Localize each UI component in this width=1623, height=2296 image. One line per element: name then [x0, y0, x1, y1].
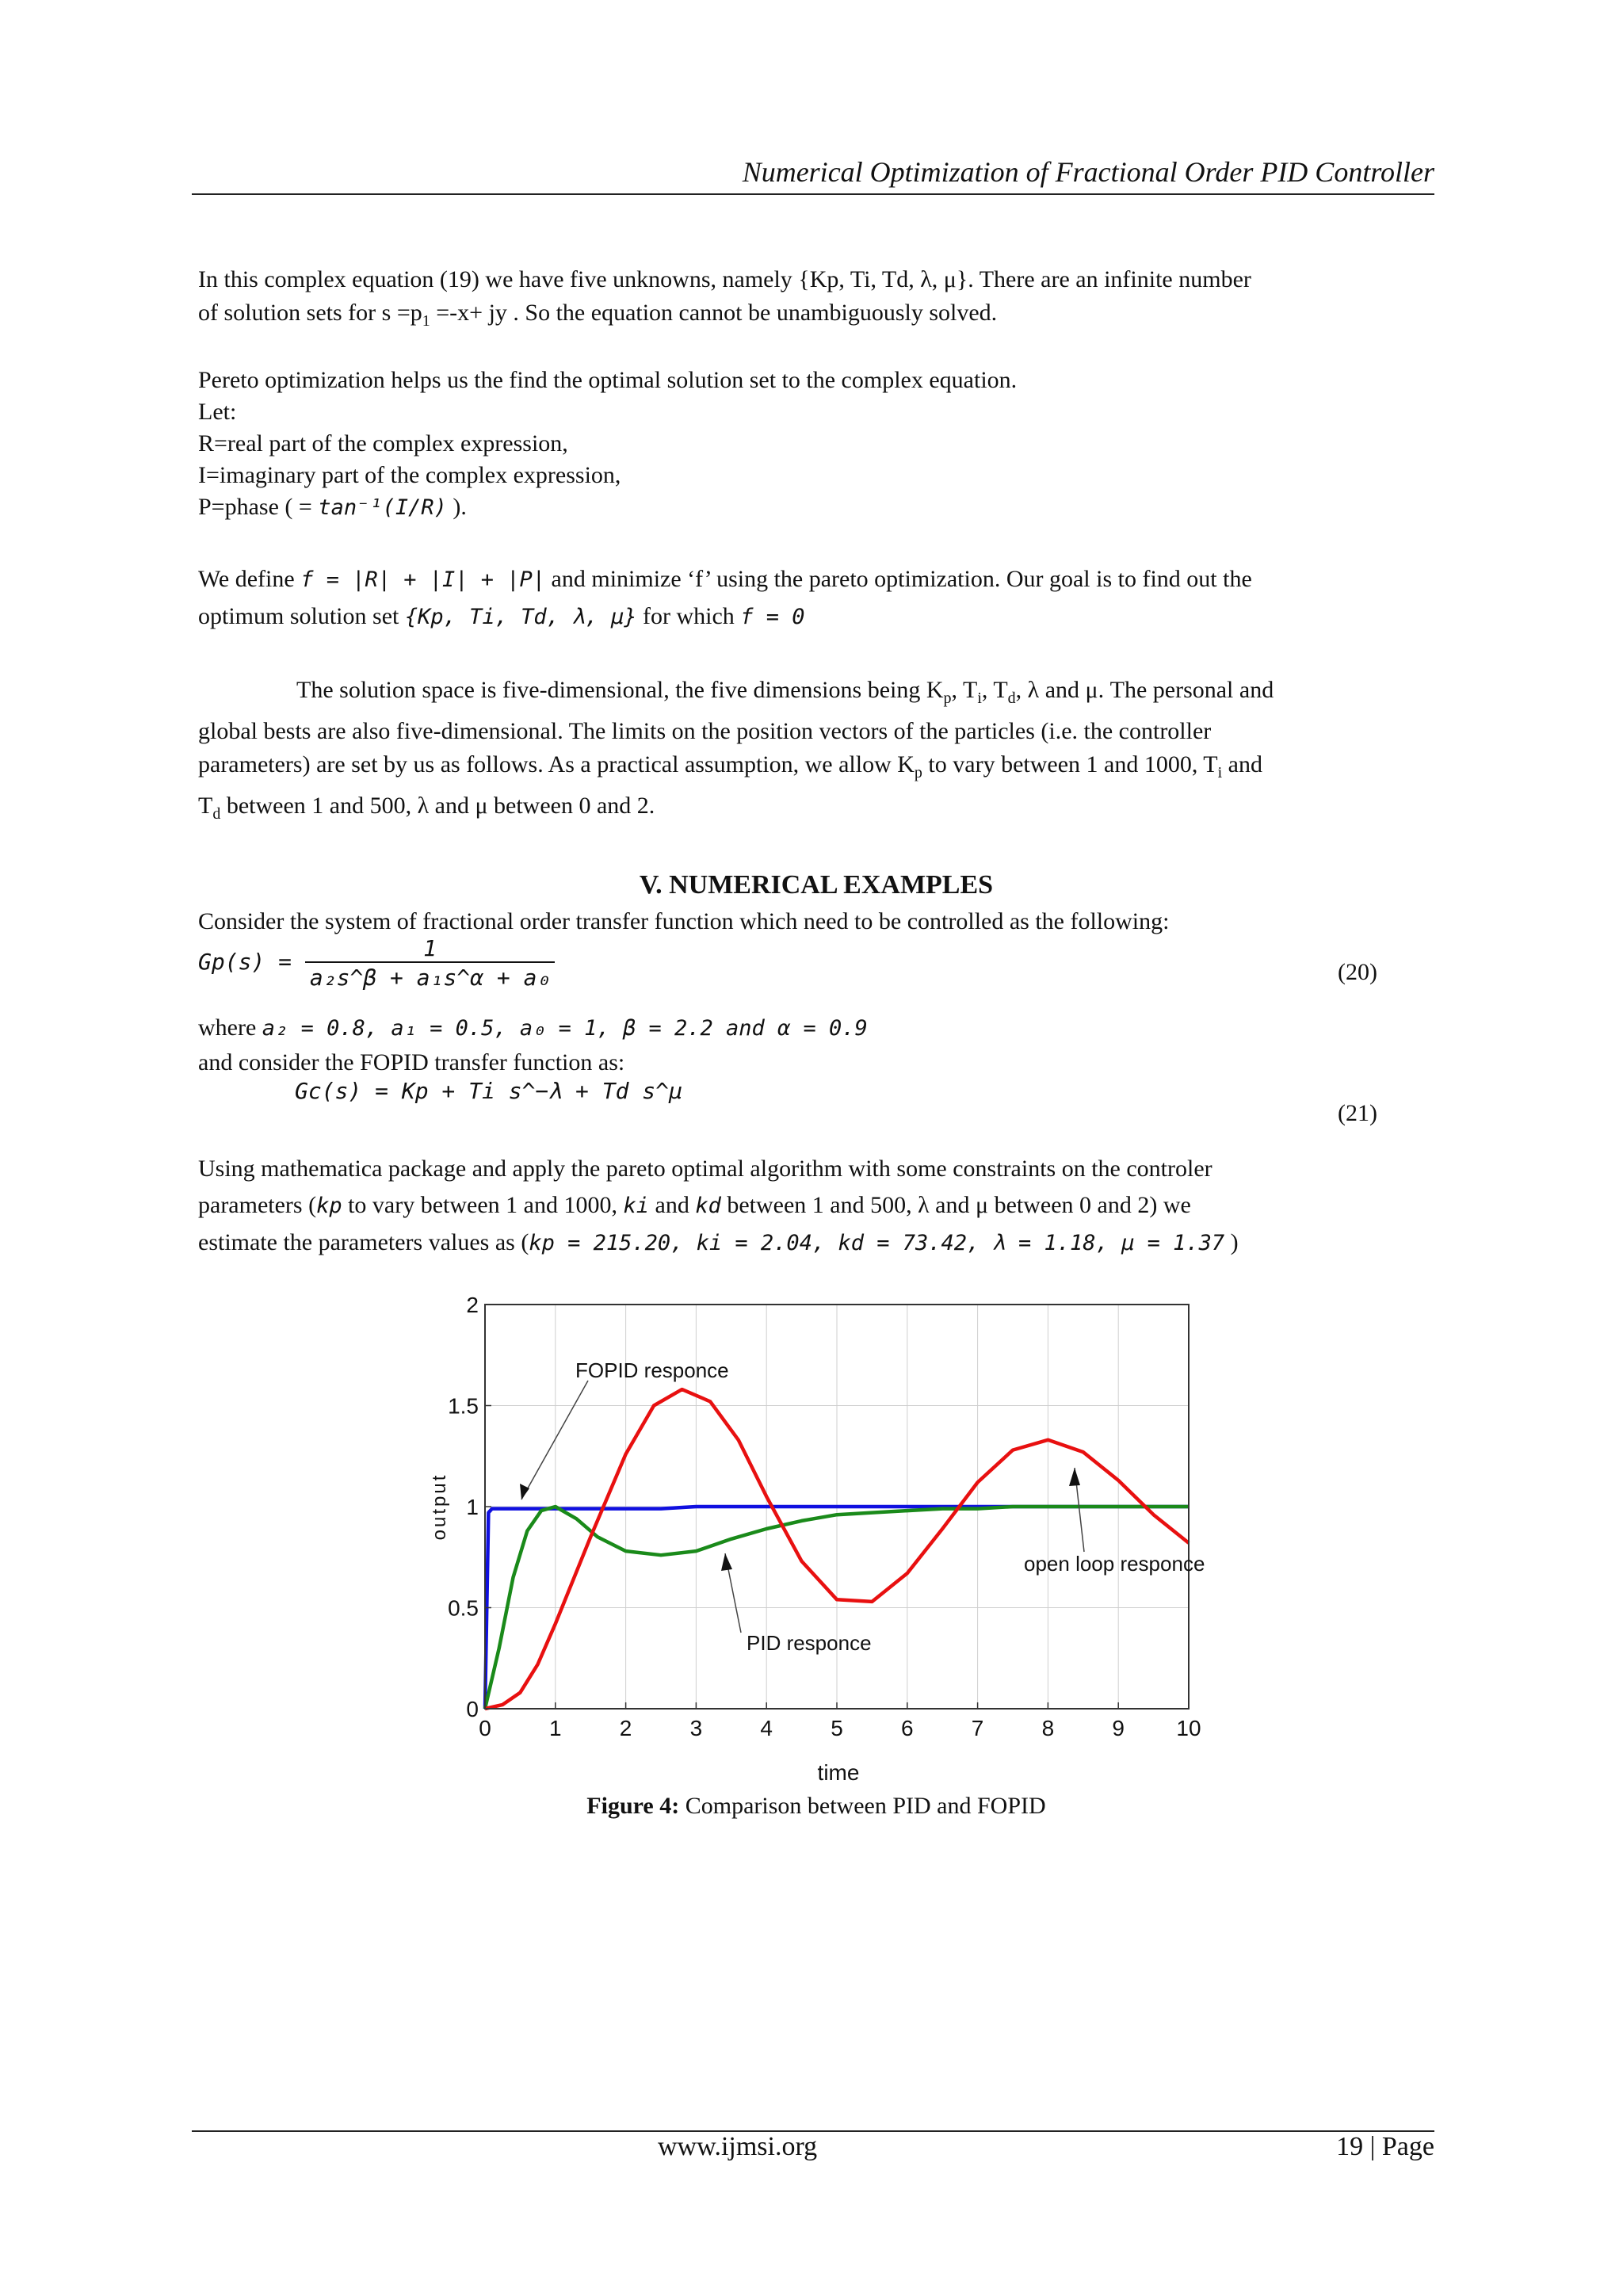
y-tick-label: 0.5 [448, 1595, 479, 1621]
subscript: 1 [422, 312, 430, 330]
text-span: estimate the parameters values as ( [198, 1229, 529, 1255]
paragraph-pareto [198, 365, 1434, 524]
x-axis-label: time [817, 1760, 860, 1785]
paragraph-line: Let: [198, 399, 237, 425]
text-span: , T [981, 677, 1008, 703]
subscript: d [212, 805, 221, 823]
inline-math: a₂ = 0.8, a₁ = 0.5, a₀ = 1, β = 2.2 and α = 0.9 [262, 1016, 868, 1041]
text-span: =-x+ jy . So the equation cannot be unambiguously solved. [430, 300, 998, 326]
paragraph-unknowns [198, 263, 1434, 338]
y-tick-label: 0 [466, 1697, 479, 1721]
paragraph-line [198, 598, 1434, 636]
text-span: The solution space is five-dimensional, the five dimensions being K [296, 677, 944, 703]
paragraph-line: I=imaginary part of the complex expression, [198, 462, 621, 488]
subscript: d [1007, 690, 1016, 707]
x-tick-label: 6 [901, 1716, 914, 1740]
text-span: to vary between 1 and 1000, [342, 1192, 624, 1218]
paragraph-estimate [198, 1151, 1434, 1262]
inline-math: f = 0 [740, 605, 805, 629]
text-span: between 1 and 500, λ and μ between 0 and 2) we [720, 1192, 1191, 1218]
running-header: Numerical Optimization of Fractional Order PID Controller [742, 156, 1434, 188]
equation-gc: Gc(s) = Kp + Ti s^−λ + Td s^μ [295, 1078, 682, 1104]
paragraph-consider: and consider the FOPID transfer function as: [198, 1049, 625, 1075]
footer-page-number: 19 | Page [1336, 2132, 1434, 2161]
annotation-pid-arrowhead [721, 1553, 732, 1571]
fraction-numerator: 1 [305, 935, 555, 963]
x-tick-label: 4 [760, 1716, 773, 1740]
x-tick-label: 8 [1041, 1716, 1055, 1740]
subscript: i [977, 690, 982, 707]
equation-number-20: (20) [1338, 959, 1377, 985]
paragraph-line [198, 561, 1434, 598]
header-rule [192, 193, 1434, 195]
paragraph-line [198, 674, 1434, 715]
inline-math: tan⁻¹(I/R) [318, 495, 447, 520]
text-span: and minimize ‘f’ using the pareto optimization. Our goal is to find out the [545, 566, 1252, 592]
text-span: parameters) are set by us as follows. As a practical assumption, we allow K [198, 751, 915, 777]
x-tick-label: 2 [619, 1716, 632, 1740]
paragraph-define-f [198, 561, 1434, 636]
text-span: ) [1224, 1229, 1239, 1255]
text-span: and [649, 1192, 696, 1218]
text-span: , T [951, 677, 978, 703]
subscript: p [914, 764, 922, 781]
annotation-fopid: FOPID responce [575, 1358, 729, 1382]
text-span: optimum solution set [198, 603, 405, 629]
paragraph-line: Using mathematica package and apply the pareto optimal algorithm with some constraints on the controler [198, 1156, 1212, 1182]
text-span: and [1222, 751, 1262, 777]
paragraph-line [198, 491, 1434, 524]
paragraph-where [198, 1011, 1434, 1045]
y-tick-label: 1.5 [448, 1393, 479, 1419]
y-tick-label: 2 [466, 1293, 479, 1317]
figure-label: Figure 4: [586, 1793, 680, 1819]
subscript: i [1217, 764, 1223, 781]
paragraph-line: Pereto optimization helps us the find the optimal solution set to the complex equation. [198, 367, 1018, 393]
x-tick-label: 1 [549, 1716, 562, 1740]
y-tick-label: 1 [466, 1495, 479, 1519]
inline-math: kd [695, 1194, 721, 1218]
x-tick-label: 5 [831, 1716, 843, 1740]
figure-caption-text: Comparison between PID and FOPID [685, 1793, 1046, 1819]
inline-math: ki [623, 1194, 650, 1218]
fraction-denominator: a₂s^β + a₁s^α + a₀ [309, 965, 551, 991]
text-span: for which [636, 603, 741, 629]
paragraph-line [198, 748, 1434, 789]
text-span: where [198, 1014, 262, 1041]
inline-math: {Kp, Ti, Td, λ, μ} [404, 605, 637, 629]
figure-caption [198, 1793, 1434, 1820]
fraction [305, 935, 555, 991]
paragraph-line [198, 1224, 1434, 1262]
text-span: ). [446, 494, 467, 520]
annotation-fopid-leader [521, 1381, 588, 1499]
inline-math: kp [316, 1194, 342, 1218]
paragraph-line [198, 1187, 1434, 1224]
paragraph-line: R=real part of the complex expression, [198, 430, 568, 457]
x-tick-label: 9 [1112, 1716, 1125, 1740]
x-tick-label: 0 [479, 1716, 491, 1740]
footer-website[interactable]: www.ijmsi.org [658, 2132, 818, 2161]
annotation-open-loop-arrowhead [1069, 1468, 1080, 1486]
text-span: T [198, 793, 213, 819]
inline-math: f = |R| + |I| + |P| [300, 567, 546, 592]
paragraph-intro: Consider the system of fractional order transfer function which need to be controlled as the following: [198, 908, 1170, 934]
paragraph-line [198, 789, 1434, 831]
paragraph-line: In this complex equation (19) we have five unknowns, namely {Kp, Ti, Td, λ, μ}. There are an infinite number [198, 266, 1251, 292]
text-span: , λ and μ. The personal and [1015, 677, 1274, 703]
text-span: We define [198, 566, 301, 592]
text-span: to vary between 1 and 1000, T [922, 751, 1218, 777]
x-tick-label: 10 [1176, 1716, 1201, 1740]
x-tick-label: 3 [689, 1716, 703, 1740]
equation-lhs: Gp(s) = [198, 949, 292, 975]
annotation-fopid-arrowhead [520, 1484, 529, 1499]
annotation-pid: PID responce [747, 1631, 872, 1655]
x-tick-label: 7 [971, 1716, 984, 1740]
equation-gp [198, 935, 555, 991]
paragraph-solution-space [198, 674, 1434, 831]
text-span: of solution sets for s =p [198, 300, 422, 326]
paragraph-line: global bests are also five-dimensional. The limits on the position vectors of the particles (i.e. the controller [198, 718, 1212, 744]
inline-math: kp = 215.20, ki = 2.04, kd = 73.42, λ = 1.18, μ = 1.37 [529, 1231, 1225, 1255]
y-axis-label: output [429, 1473, 450, 1541]
text-span: P=phase ( = [198, 494, 319, 520]
text-span: between 1 and 500, λ and μ between 0 and 2. [220, 793, 655, 819]
subscript: p [943, 690, 952, 707]
equation-number-21: (21) [1338, 1100, 1377, 1126]
response-chart [420, 1284, 1212, 1791]
paragraph-line [198, 296, 1434, 338]
text-span: parameters ( [198, 1192, 317, 1218]
annotation-open-loop: open loop responce [1024, 1552, 1205, 1576]
section-heading: V. NUMERICAL EXAMPLES [639, 870, 994, 900]
